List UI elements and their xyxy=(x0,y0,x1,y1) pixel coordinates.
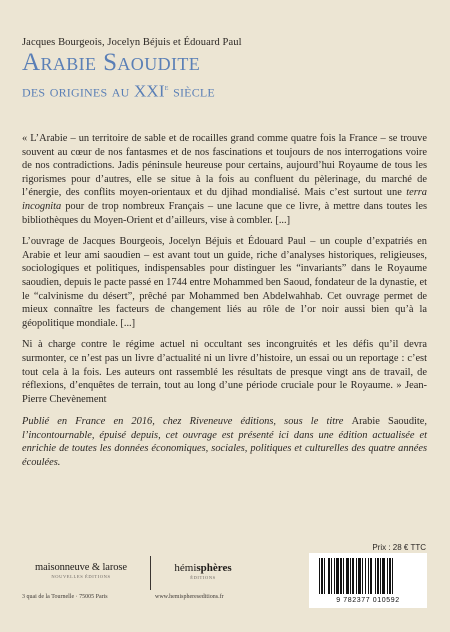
publisher-url: www.hemisphereseditions.fr xyxy=(155,594,224,600)
barcode-icon xyxy=(317,558,419,596)
publisher2-name-bold: sphères xyxy=(196,562,232,574)
isbn-number: 9 782377 010592 xyxy=(336,597,400,604)
maisonneuve-larose-logo xyxy=(22,562,140,579)
hemispheres-logo xyxy=(158,562,248,580)
publisher2-name xyxy=(158,562,248,574)
isbn-barcode xyxy=(309,553,427,608)
back-cover-text xyxy=(22,132,427,478)
publisher1-sub: NOUVELLES ÉDITIONS xyxy=(51,574,111,579)
quote-paragraph-2: L’ouvrage de Jacques Bourgeois, Jocelyn Béjuis et Édouard Paul – un couple d’expatriés en Arabie et leur ami saoudien – est avant tout un guide, riche d’analyses historiques, religieuses, sociologiques et politiques, indispensables pour distinguer les “invariants” dans le Royaume saoudien, depuis le pacte passé en 1744 entre Mohammed ben Saoud, fondateur de la dynastie, et le “calvinisme du désert”, prêché par Mohammed ben Abdelwahhab. Cet ouvrage permet de mieux connaître les facteurs de changement liés au rôle de l’or noir aussi bien qu’à la géopolitique mondiale. [...] xyxy=(22,236,427,329)
publisher-address: 3 quai de la Tournelle · 75005 Paris xyxy=(22,594,108,600)
publisher2-name-pre: hémi xyxy=(174,562,197,574)
subtitle-text-end: siècle xyxy=(168,81,215,101)
book-title: Arabie Saoudite xyxy=(22,49,201,76)
subtitle-superscript: e xyxy=(164,82,169,92)
edition-note-a: Publié en France en 2016, chez Riveneuve éditions, sous le titre xyxy=(22,416,352,428)
book-subtitle xyxy=(22,77,422,102)
quote-paragraph-3: Ni à charge contre le régime actuel ni occultant ses incongruités et les défis qu’il devra surmonter, ce n’est pas un livre d’actualité ni un livre d’histoire, un essai ou un reportage : c’est tout cela à la fois. Les auteurs ont rassemblé les résultats de presque vingt ans de travail, de réflexions, d’enquêtes de terrain, tout au long d’une période cruciale pour le Royaume. » Jean-Pierre Chevènement xyxy=(22,339,427,405)
quote-p1-b: pour de trop nombreux Français – une lacune que ce livre, à mettre dans toutes les bibliothèques du Moyen-Orient et d’ailleurs, vise à combler. [...] xyxy=(22,200,427,226)
subtitle-text: des origines au XXI xyxy=(22,81,165,101)
edition-note-title: Arabie Saoudite xyxy=(351,416,425,428)
authors-line: Jacques Bourgeois, Jocelyn Béjuis et Édouard Paul xyxy=(22,37,242,48)
price-label: Prix : 28 € TTC xyxy=(372,543,426,552)
quote-paragraph-1 xyxy=(22,132,427,227)
edition-note-b: , l’incontournable, épuisé depuis, cet ouvrage est présenté ici dans une édition actualisée et enrichie de toutes les données économiques, sociales, politiques et culturelles des quatre années écoulées. xyxy=(22,416,428,469)
publisher2-sub: ÉDITIONS xyxy=(190,575,216,580)
quote-p1-a: « L’Arabie – un territoire de sable et de rocailles grand comme quatre fois la France – se trouve souvent au cœur de nos fantasmes et de nos fascinations et toujours de nos interrogations voire de nos contradictions. Jadis péninsule heureuse pour certains, aujourd’hui Royaume de tous les rigorismes pour d’autres, elle se situe à la fois au confluent du pèlerinage, du marché de l’énergie, des conflits moyen-orientaux et du djihad mondialisé. Mais c’est surtout une xyxy=(22,133,427,199)
publisher-logos xyxy=(22,556,282,590)
logo-divider xyxy=(150,556,151,590)
publisher1-name: maisonneuve & larose xyxy=(35,562,127,573)
quote-p1-emphasis: terra incognita xyxy=(22,187,427,212)
edition-note xyxy=(22,415,427,469)
